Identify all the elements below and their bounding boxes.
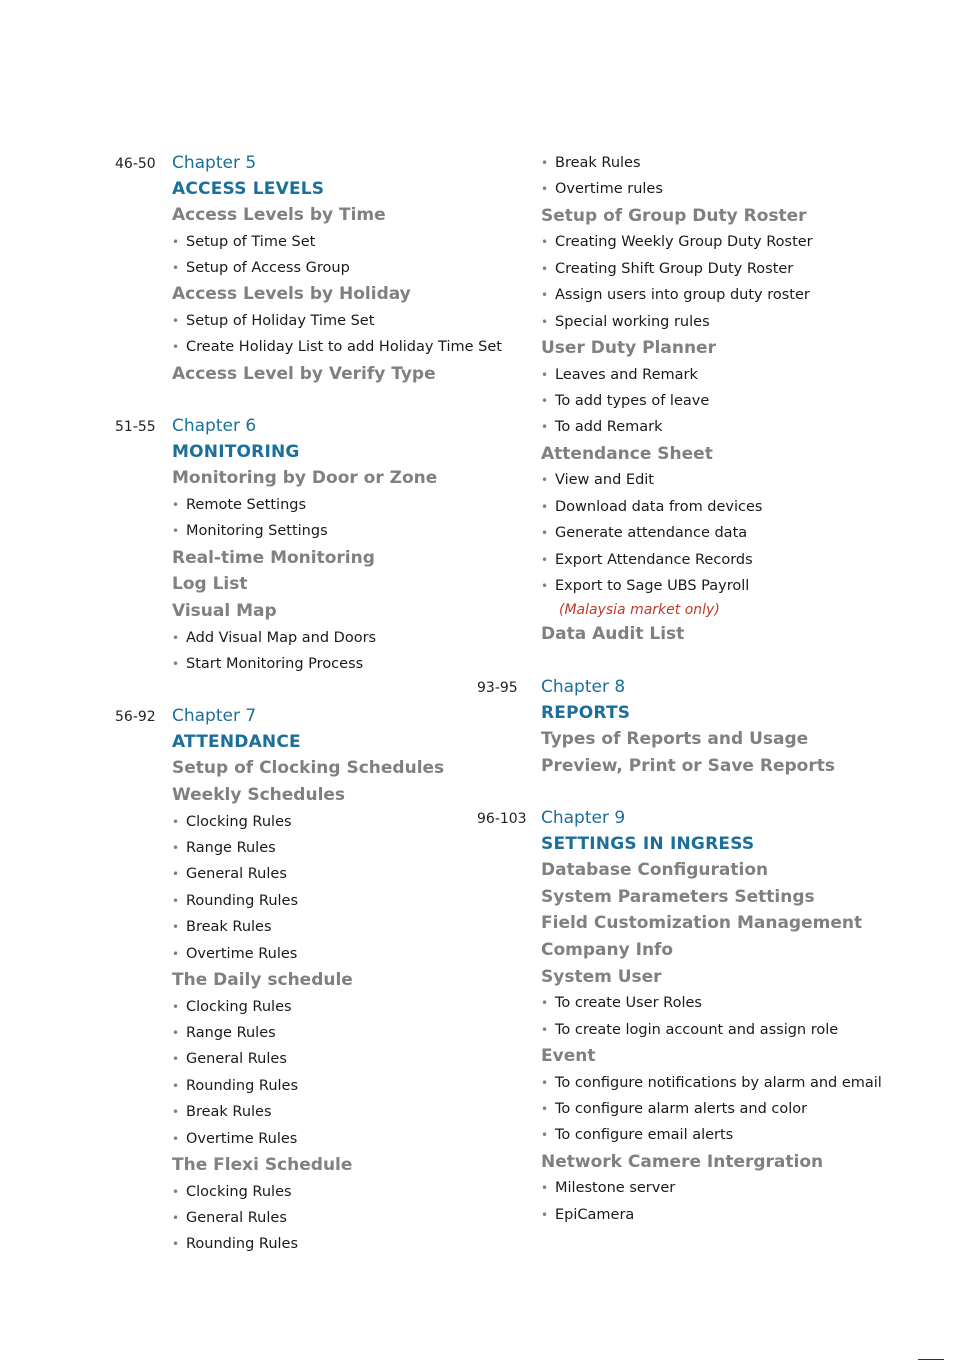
page-range: 51-55: [115, 419, 156, 436]
list-item: • Setup of Time Set: [172, 229, 515, 255]
list-item: • To configure alarm alerts and color: [541, 1096, 945, 1122]
section-heading: Preview, Print or Save Reports: [541, 755, 835, 776]
topic-list: [541, 990, 945, 1043]
list-item: • Download data from devices: [541, 494, 945, 520]
chapter-title: MONITORING: [172, 442, 300, 463]
section-heading: Network Camere Intergration: [541, 1151, 824, 1172]
list-item: • Assign users into group duty roster: [541, 282, 945, 308]
section-heading: Monitoring by Door or Zone: [172, 468, 438, 489]
list-item: • Clocking Rules: [172, 994, 515, 1020]
list-item: • General Rules: [172, 1046, 515, 1072]
list-item: • Overtime Rules: [172, 941, 515, 967]
section-heading: Visual Map: [172, 601, 277, 621]
section-heading: Event: [541, 1046, 596, 1067]
list-item: • To add types of leave: [541, 388, 945, 414]
list-item: • To configure email alerts: [541, 1122, 945, 1148]
list-item: • To create login account and assign role: [541, 1017, 945, 1043]
chapter-content: [541, 674, 945, 779]
list-item: • To create User Roles: [541, 990, 945, 1016]
section-heading: Setup of Group Duty Roster: [541, 205, 807, 226]
list-item: • Milestone server: [541, 1175, 945, 1201]
chapter-content: [172, 150, 515, 387]
list-item: • Add Visual Map and Doors: [172, 625, 515, 651]
list-item: • Rounding Rules: [172, 1073, 515, 1099]
list-item: • To configure notifications by alarm and email: [541, 1070, 945, 1096]
section-heading: Field Customization Management: [541, 913, 863, 934]
chapter-label: Chapter 6: [172, 416, 257, 437]
chapter-title: SETTINGS IN INGRESS: [541, 834, 755, 855]
section-heading: Access Levels by Holiday: [172, 284, 411, 305]
topic-list: [541, 467, 945, 599]
list-item: • Create Holiday List to add Holiday Time Set: [172, 334, 515, 360]
list-item: • Overtime rules: [541, 176, 945, 202]
chapter-section: [115, 150, 515, 387]
list-item: • Setup of Access Group: [172, 255, 515, 281]
section-heading: The Daily schedule: [172, 970, 353, 991]
list-item: • General Rules: [172, 1205, 515, 1231]
toc-column-right: [475, 150, 945, 1228]
chapter-content: [541, 805, 945, 1228]
section-heading: System Parameters Settings: [541, 886, 815, 907]
section-heading: Access Level by Verify Type: [172, 363, 436, 384]
list-item: • Export to Sage UBS Payroll: [541, 573, 945, 599]
section-heading: Company Info: [541, 940, 674, 961]
section-heading: Setup of Clocking Schedules: [172, 758, 445, 779]
list-item: • Setup of Holiday Time Set: [172, 308, 515, 334]
chapter-section: [115, 413, 515, 677]
section-heading: Real-time Monitoring: [172, 547, 375, 568]
topic-list: [172, 809, 515, 967]
topic-list: [541, 1070, 945, 1149]
page-range: 96-103: [477, 811, 527, 828]
chapter-section: [115, 703, 515, 1257]
section-heading: Attendance Sheet: [541, 443, 713, 464]
list-item: • Leaves and Remark: [541, 362, 945, 388]
topic-list: [541, 150, 945, 203]
list-item: • Clocking Rules: [172, 809, 515, 835]
section-heading: User Duty Planner: [541, 338, 716, 359]
list-item: • Break Rules: [172, 914, 515, 940]
list-item: • Range Rules: [172, 835, 515, 861]
market-note: (Malaysia market only): [559, 602, 720, 619]
list-item: • Rounding Rules: [172, 1231, 515, 1257]
chapter-title: ATTENDANCE: [172, 732, 301, 753]
page-range: 56-92: [115, 709, 156, 726]
topic-list: [172, 308, 515, 361]
chapter-label: Chapter 7: [172, 706, 257, 727]
chapter-title: ACCESS LEVELS: [172, 179, 325, 199]
section-heading: System User: [541, 966, 662, 987]
footer-rule: [918, 1359, 944, 1360]
list-item: • To add Remark: [541, 414, 945, 440]
chapter-section: [475, 150, 945, 648]
list-item: • View and Edit: [541, 467, 945, 493]
chapter-section: [475, 805, 945, 1228]
list-item: • Range Rules: [172, 1020, 515, 1046]
topic-list: [172, 1179, 515, 1258]
list-item: • Rounding Rules: [172, 888, 515, 914]
section-heading: Database Configuration: [541, 860, 769, 881]
chapter-content: [172, 413, 515, 677]
chapter-label: Chapter 8: [541, 677, 626, 698]
toc-column-left: [115, 150, 515, 1258]
section-heading: The Flexi Schedule: [172, 1155, 353, 1176]
topic-list: [541, 362, 945, 441]
list-item: • Break Rules: [541, 150, 945, 176]
chapter-label: Chapter 9: [541, 808, 626, 829]
list-item: • Special working rules: [541, 309, 945, 335]
chapter-content: [172, 703, 515, 1257]
list-item: • Clocking Rules: [172, 1179, 515, 1205]
section-heading: Log List: [172, 574, 248, 595]
chapter-section: [475, 674, 945, 779]
list-item: • Remote Settings: [172, 492, 515, 518]
topic-list: [541, 229, 945, 335]
list-item: • Start Monitoring Process: [172, 651, 515, 677]
topic-list: [172, 625, 515, 678]
page-range: 46-50: [115, 156, 156, 172]
list-item: • Break Rules: [172, 1099, 515, 1125]
list-item: • General Rules: [172, 861, 515, 887]
chapter-title: REPORTS: [541, 703, 631, 724]
section-heading: Weekly Schedules: [172, 785, 346, 805]
list-item: • Creating Shift Group Duty Roster: [541, 256, 945, 282]
chapter-label: Chapter 5: [172, 153, 257, 173]
list-item: • EpiCamera: [541, 1202, 945, 1228]
list-item: • Monitoring Settings: [172, 518, 515, 544]
section-heading: Access Levels by Time: [172, 205, 386, 225]
topic-list: [172, 229, 515, 282]
list-item: • Generate attendance data: [541, 520, 945, 546]
topic-list: [541, 1175, 945, 1228]
list-item: • Overtime Rules: [172, 1126, 515, 1152]
chapter-content: [541, 150, 945, 648]
topic-list: [172, 492, 515, 545]
topic-list: [172, 994, 515, 1152]
list-item: • Creating Weekly Group Duty Roster: [541, 229, 945, 255]
section-heading: Types of Reports and Usage: [541, 729, 809, 750]
section-heading: Data Audit List: [541, 624, 685, 645]
page-range: 93-95: [477, 680, 518, 697]
list-item: • Export Attendance Records: [541, 547, 945, 573]
